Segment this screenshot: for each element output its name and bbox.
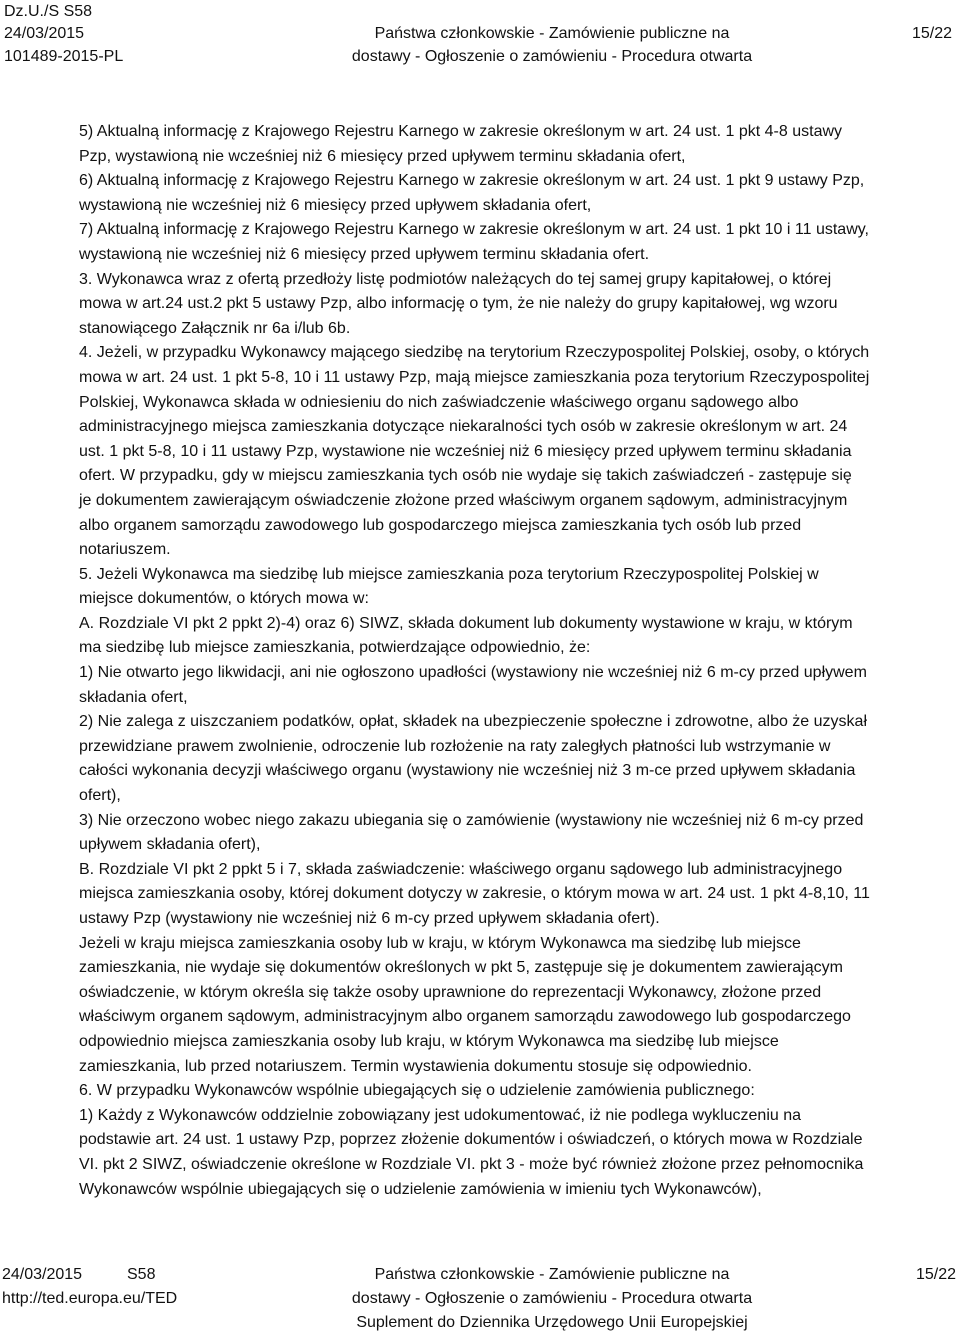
body-line: mowa w art. 24 ust. 1 pkt 5-8, 10 i 11 ustawy Pzp, mają miejsce zamieszkania poza terytorium Rzeczypospolitej <box>79 368 870 386</box>
body-line: Wykonawców wspólnie ubiegających się o udzielenie zamówienia w imieniu tych Wykonawców), <box>79 1180 762 1198</box>
body-line: oświadczenie, w którym określa się także osoby uprawnione do reprezentacji Wykonawcy, złożone przed <box>79 983 822 1001</box>
header-title-line2: dostawy - Ogłoszenie o zamówieniu - Procedura otwarta <box>351 48 753 65</box>
body-line: 2) Nie zalega z uiszczaniem podatków, opłat, składek na ubezpieczenie społeczne i zdrowotne, albo że uzyskał <box>79 713 867 731</box>
body-line: 3. Wykonawca wraz z ofertą przedłoży listę podmiotów należących do tej samej grupy kapitałowej, o której <box>79 270 832 288</box>
body-line: A. Rozdziale VI pkt 2 ppkt 2)-4) oraz 6) SIWZ, składa dokument lub dokumenty wystawione w kraju, w którym <box>79 614 853 632</box>
body-line: ofert. W przypadku, gdy w miejscu zamieszkania tych osób nie wydaje się takich zaświadczeń - zastępuje się <box>79 467 852 485</box>
body-line: 6. W przypadku Wykonawców wspólnie ubiegających się o udzielenie zamówienia publicznego: <box>79 1082 755 1100</box>
body-line: 1) Każdy z Wykonawców oddzielnie zobowiązany jest udokumentować, iż nie podlega wykluczeniu na <box>79 1106 802 1124</box>
body-line: 5. Jeżeli Wykonawca ma siedzibę lub miejsce zamieszkania poza terytorium Rzeczypospolitej Polskiej w <box>79 565 819 583</box>
body-line: upływem składania ofert), <box>79 836 261 854</box>
body-line: B. Rozdziale VI pkt 2 ppkt 5 i 7, składa zaświadczenie: właściwego organu sądowego lub administracyjnego <box>79 860 843 878</box>
body-line: 4. Jeżeli, w przypadku Wykonawcy mającego siedzibę na terytorium Rzeczypospolitej Polskiej, osoby, o których <box>79 344 870 362</box>
body-line: 7) Aktualną informację z Krajowego Rejestru Karnego w zakresie określonym w art. 24 ust. 1 pkt 10 i 11 ustawy, <box>79 221 869 239</box>
body-line: 3) Nie orzeczono wobec niego zakazu ubiegania się o zamówienie (wystawiony nie wcześniej niż 6 m-cy przed <box>79 811 864 829</box>
header-ref: 101489-2015-PL <box>4 48 124 65</box>
document-body <box>79 120 959 1202</box>
footer-title-line2: dostawy - Ogłoszenie o zamówieniu - Procedura otwarta <box>351 1290 753 1307</box>
header-title-line1: Państwa członkowskie - Zamówienie publiczne na <box>374 25 730 42</box>
body-line: składania ofert, <box>79 688 188 706</box>
body-line: miejsca zamieszkania osoby, której dokument dotyczy w zakresie, o którym mowa w art. 24 ust. 1 pkt 4-8,10, 11 <box>79 885 870 903</box>
header-page-number: 15/22 <box>911 25 952 42</box>
body-line: stanowiącego Załącznik nr 6a i/lub 6b. <box>79 319 351 337</box>
body-line: wystawioną nie wcześniej niż 6 miesięcy przed upływem składania ofert, <box>79 196 592 214</box>
body-line: je dokumentem zawierającym oświadczenie złożone przed właściwym organem sądowym, administracyjnym <box>79 491 848 509</box>
body-line: odpowiednio miejsca zamieszkania osoby lub kraju, w którym Wykonawca ma siedzibę lub miejsce <box>79 1032 779 1050</box>
body-line: Pzp, wystawioną nie wcześniej niż 6 miesięcy przed upływem terminu składania ofert, <box>79 147 686 165</box>
footer-page-number: 15/22 <box>915 1266 956 1283</box>
body-line: Polskiej, Wykonawca składa w odniesieniu do nich zaświadczenie właściwego organu sądowego albo <box>79 393 799 411</box>
body-line: przewidziane prawem zwolnienie, odroczenie lub rozłożenie na raty zaległych płatności lub wstrzymanie w <box>79 737 831 755</box>
footer-title-line1: Państwa członkowskie - Zamówienie publiczne na <box>374 1266 730 1283</box>
body-line: Jeżeli w kraju miejsca zamieszkania osoby lub w kraju, w którym Wykonawca ma siedzibę lub miejsce <box>79 934 801 952</box>
body-line: podstawie art. 24 ust. 1 ustawy Pzp, poprzez złożenie dokumentów i oświadczeń, o których mowa w Rozdziale <box>79 1131 863 1149</box>
body-line: ofert), <box>79 787 121 805</box>
body-line: 1) Nie otwarto jego likwidacji, ani nie ogłoszono upadłości (wystawiony nie wcześniej niż 6 m-cy przed upływem <box>79 664 867 682</box>
body-line: mowa w art.24 ust.2 pkt 5 ustawy Pzp, albo informację o tym, że nie należy do grupy kapitałowej, wg wzoru <box>79 295 838 313</box>
body-line: VI. pkt 2 SIWZ, oświadczenie określone w Rozdziale VI. pkt 3 - może być również złożone przez pełnomocnika <box>79 1155 864 1173</box>
body-line: 5) Aktualną informację z Krajowego Rejestru Karnego w zakresie określonym w art. 24 ust. 1 pkt 4-8 ustawy <box>79 123 843 140</box>
header-doc-id: Dz.U./S S58 <box>4 3 93 20</box>
footer-date: 24/03/2015 <box>2 1266 83 1283</box>
body-line: zamieszkania, nie wydaje się dokumentów określonych w pkt 5, zastępuje się je dokumentem zawierającym <box>79 959 843 977</box>
footer-series: S58 <box>127 1266 156 1283</box>
body-line: zamieszkania, lub przed notariuszem. Termin wystawienia dokumentu stosuje się odpowiednio. <box>79 1057 752 1075</box>
body-line: notariuszem. <box>79 541 171 559</box>
body-line: ustawy Pzp (wystawiony nie wcześniej niż 6 m-cy przed upływem składania ofert). <box>79 910 660 927</box>
body-line: ma siedzibę lub miejsce zamieszkania, potwierdzające odpowiednio, że: <box>79 639 591 657</box>
body-line: wystawioną nie wcześniej niż 6 miesięcy przed upływem terminu składania ofert. <box>79 245 650 263</box>
header-date: 24/03/2015 <box>4 25 85 42</box>
body-line: 6) Aktualną informację z Krajowego Rejestru Karnego w zakresie określonym w art. 24 ust. 1 pkt 9 ustawy Pzp, <box>79 172 865 190</box>
footer-url[interactable]: http://ted.europa.eu/TED <box>2 1290 178 1307</box>
body-line: administracyjnego miejsca zamieszkania dotyczące niekaralności tych osób w zakresie określonym w art. 24 <box>79 418 848 436</box>
body-line: całości wykonania decyzji właściwego organu (wystawiony nie wcześniej niż 3 m-ce przed upływem składania <box>79 762 856 780</box>
body-line: ust. 1 pkt 5-8, 10 i 11 ustawy Pzp, wystawione nie wcześniej niż 6 miesięcy przed upływem terminu składania <box>79 442 852 460</box>
body-line: właściwym organem sądowym, administracyjnym albo organem samorządu zawodowego lub gospodarczego <box>79 1008 851 1026</box>
body-line: miejsce dokumentów, o których mowa w: <box>79 590 369 608</box>
footer-title-line3: Suplement do Dziennika Urzędowego Unii Europejskiej <box>356 1314 748 1331</box>
body-line: albo organem samorządu zawodowego lub gospodarczego miejsca zamieszkania tych osób lub przed <box>79 516 802 534</box>
